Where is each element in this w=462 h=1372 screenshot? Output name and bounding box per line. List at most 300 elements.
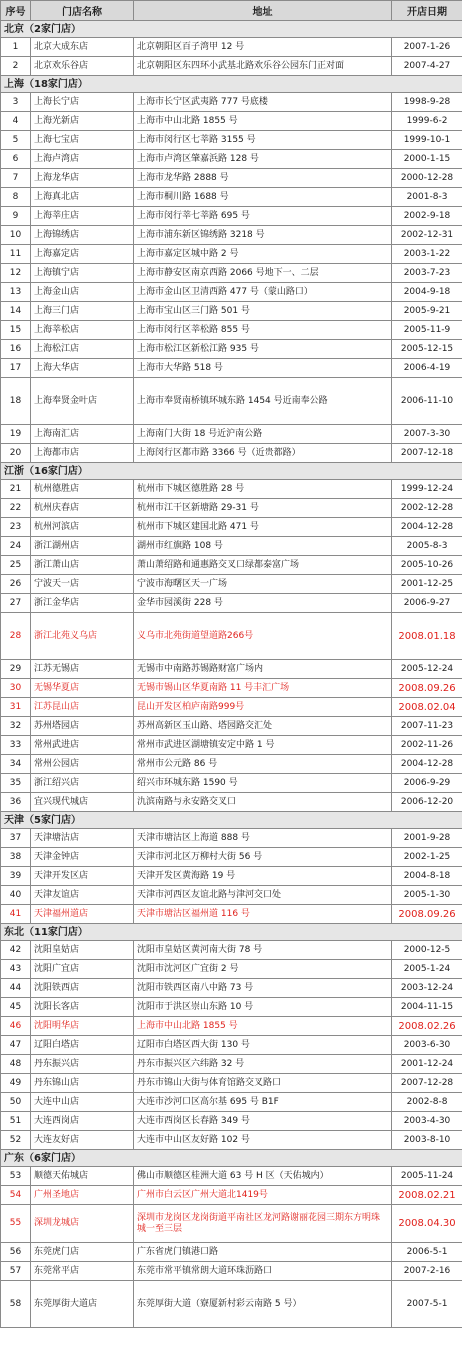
cell-open-date: 2008.02.26 — [392, 1017, 462, 1036]
cell-open-date: 2000-1-15 — [392, 150, 462, 169]
table-row — [1, 480, 462, 499]
table-row — [1, 188, 462, 207]
table-row — [1, 264, 462, 283]
cell-open-date: 2006-4-19 — [392, 359, 462, 378]
cell-store-name: 杭州庆春店 — [31, 499, 134, 518]
cell-address: 上海市长宁区武夷路 777 号底楼 — [134, 93, 392, 112]
cell-address: 上海市宝山区三门路 501 号 — [134, 302, 392, 321]
cell-address: 沈阳市铁西区南八中路 73 号 — [134, 979, 392, 998]
cell-no: 21 — [1, 480, 31, 499]
cell-no: 13 — [1, 283, 31, 302]
cell-store-name: 丹东振兴店 — [31, 1055, 134, 1074]
cell-address: 上海市松江区新松江路 935 号 — [134, 340, 392, 359]
cell-store-name: 杭州河滨店 — [31, 518, 134, 537]
table-row — [1, 979, 462, 998]
cell-open-date: 2008.09.26 — [392, 679, 462, 698]
cell-open-date: 1999-6-2 — [392, 112, 462, 131]
cell-address: 上海市桐川路 1688 号 — [134, 188, 392, 207]
cell-address: 上海市中山北路 1855 号 — [134, 112, 392, 131]
cell-no: 54 — [1, 1186, 31, 1205]
table-row — [1, 886, 462, 905]
table-row — [1, 1074, 462, 1093]
cell-address: 天津开发区黄海路 19 号 — [134, 867, 392, 886]
region-title: 上海（18家门店） — [1, 76, 462, 93]
cell-address: 上海市奉贤南桥镇环城东路 1454 号近南奉公路 — [134, 378, 392, 425]
cell-no: 24 — [1, 537, 31, 556]
table-row — [1, 575, 462, 594]
cell-open-date: 2002-9-18 — [392, 207, 462, 226]
cell-address: 丹东市锦山大街与体育馆路交叉路口 — [134, 1074, 392, 1093]
cell-open-date: 2004-12-28 — [392, 518, 462, 537]
cell-no: 35 — [1, 774, 31, 793]
cell-address: 沈阳市皇姑区黄河南大街 78 号 — [134, 941, 392, 960]
cell-address: 北京朝阳区百子湾甲 12 号 — [134, 38, 392, 57]
table-row — [1, 321, 462, 340]
cell-open-date: 2002-1-25 — [392, 848, 462, 867]
table-row — [1, 283, 462, 302]
column-header-date: 开店日期 — [392, 1, 462, 21]
column-header-name: 门店名称 — [31, 1, 134, 21]
cell-no: 29 — [1, 660, 31, 679]
cell-store-name: 东莞厚街大道店 — [31, 1281, 134, 1328]
cell-store-name: 浙江湖州店 — [31, 537, 134, 556]
cell-open-date: 2002-8-8 — [392, 1093, 462, 1112]
cell-address: 杭州市下城区建国北路 471 号 — [134, 518, 392, 537]
cell-open-date: 2004-11-15 — [392, 998, 462, 1017]
cell-no: 12 — [1, 264, 31, 283]
cell-store-name: 沈阳皇姑店 — [31, 941, 134, 960]
cell-open-date: 2003-12-24 — [392, 979, 462, 998]
table-row — [1, 1186, 462, 1205]
cell-store-name: 常州武进店 — [31, 736, 134, 755]
cell-no: 32 — [1, 717, 31, 736]
cell-no: 8 — [1, 188, 31, 207]
table-row — [1, 1281, 462, 1328]
cell-address: 上海市浦东新区锦绣路 3218 号 — [134, 226, 392, 245]
cell-open-date: 2007-12-28 — [392, 1074, 462, 1093]
cell-store-name: 上海卢湾店 — [31, 150, 134, 169]
cell-no: 25 — [1, 556, 31, 575]
cell-no: 14 — [1, 302, 31, 321]
cell-no: 56 — [1, 1243, 31, 1262]
cell-store-name: 宁波天一店 — [31, 575, 134, 594]
cell-store-name: 大连西岗店 — [31, 1112, 134, 1131]
cell-no: 10 — [1, 226, 31, 245]
cell-no: 23 — [1, 518, 31, 537]
cell-no: 20 — [1, 444, 31, 463]
cell-open-date: 2007-3-30 — [392, 425, 462, 444]
cell-open-date: 2005-9-21 — [392, 302, 462, 321]
cell-address: 上海市闵行区莘松路 855 号 — [134, 321, 392, 340]
table-row — [1, 679, 462, 698]
table-row — [1, 998, 462, 1017]
cell-no: 39 — [1, 867, 31, 886]
cell-open-date: 2005-1-30 — [392, 886, 462, 905]
cell-address: 上海市中山北路 1855 号 — [134, 1017, 392, 1036]
cell-no: 51 — [1, 1112, 31, 1131]
cell-open-date: 2005-11-24 — [392, 1167, 462, 1186]
cell-store-name: 宜兴现代城店 — [31, 793, 134, 812]
cell-address: 湖州市红旗路 108 号 — [134, 537, 392, 556]
table-row — [1, 150, 462, 169]
cell-store-name: 上海光新店 — [31, 112, 134, 131]
table-row — [1, 444, 462, 463]
column-header-no: 序号 — [1, 1, 31, 21]
cell-address: 无锡市中南路苏锡路财富广场内 — [134, 660, 392, 679]
cell-store-name: 天津友谊店 — [31, 886, 134, 905]
cell-no: 50 — [1, 1093, 31, 1112]
region-header-row — [1, 812, 462, 829]
cell-store-name: 浙江萧山店 — [31, 556, 134, 575]
table-row — [1, 38, 462, 57]
cell-no: 40 — [1, 886, 31, 905]
cell-open-date: 2005-10-26 — [392, 556, 462, 575]
cell-store-name: 大连友好店 — [31, 1131, 134, 1150]
cell-no: 41 — [1, 905, 31, 924]
table-row — [1, 1243, 462, 1262]
cell-store-name: 江苏无锡店 — [31, 660, 134, 679]
table-row — [1, 594, 462, 613]
cell-no: 30 — [1, 679, 31, 698]
cell-open-date: 2003-7-23 — [392, 264, 462, 283]
cell-open-date: 2001-8-3 — [392, 188, 462, 207]
cell-open-date: 2005-1-24 — [392, 960, 462, 979]
cell-no: 22 — [1, 499, 31, 518]
cell-no: 3 — [1, 93, 31, 112]
cell-address: 萧山萧绍路和通惠路交叉口绿都泰富广场 — [134, 556, 392, 575]
cell-address: 天津市河西区友谊北路与津河交口处 — [134, 886, 392, 905]
cell-store-name: 上海镇宁店 — [31, 264, 134, 283]
cell-store-name: 上海莘庄店 — [31, 207, 134, 226]
cell-store-name: 上海莘松店 — [31, 321, 134, 340]
table-row — [1, 1093, 462, 1112]
table-row — [1, 169, 462, 188]
cell-address: 东莞市常平镇常朗大道环珠沥路口 — [134, 1262, 392, 1281]
cell-open-date: 2005-12-24 — [392, 660, 462, 679]
cell-address: 上海南门大街 18 号近沪南公路 — [134, 425, 392, 444]
table-row — [1, 378, 462, 425]
cell-open-date: 2005-8-3 — [392, 537, 462, 556]
cell-no: 2 — [1, 57, 31, 76]
region-header-row — [1, 21, 462, 38]
cell-no: 57 — [1, 1262, 31, 1281]
table-row — [1, 1131, 462, 1150]
cell-no: 36 — [1, 793, 31, 812]
cell-store-name: 浙江金华店 — [31, 594, 134, 613]
cell-open-date: 2004-9-18 — [392, 283, 462, 302]
table-row — [1, 941, 462, 960]
cell-store-name: 天津开发区店 — [31, 867, 134, 886]
table-row — [1, 425, 462, 444]
cell-open-date: 2001-9-28 — [392, 829, 462, 848]
cell-store-name: 上海锦绣店 — [31, 226, 134, 245]
cell-no: 43 — [1, 960, 31, 979]
cell-store-name: 大连中山店 — [31, 1093, 134, 1112]
cell-no: 44 — [1, 979, 31, 998]
table-row — [1, 660, 462, 679]
table-row — [1, 207, 462, 226]
cell-address: 上海市卢湾区肇嘉浜路 128 号 — [134, 150, 392, 169]
cell-open-date: 2008.04.30 — [392, 1205, 462, 1243]
cell-address: 上海闵行区都市路 3366 号（近贵都路） — [134, 444, 392, 463]
cell-no: 6 — [1, 150, 31, 169]
cell-store-name: 天津塘沽店 — [31, 829, 134, 848]
table-row — [1, 1112, 462, 1131]
cell-open-date: 2003-6-30 — [392, 1036, 462, 1055]
cell-no: 37 — [1, 829, 31, 848]
cell-open-date: 2002-12-28 — [392, 499, 462, 518]
cell-no: 17 — [1, 359, 31, 378]
cell-address: 上海市金山区卫清西路 477 号（蒙山路口） — [134, 283, 392, 302]
table-row — [1, 698, 462, 717]
cell-open-date: 2007-12-18 — [392, 444, 462, 463]
cell-address: 天津市河北区万柳村大街 56 号 — [134, 848, 392, 867]
cell-no: 19 — [1, 425, 31, 444]
table-row — [1, 499, 462, 518]
cell-store-name: 东莞常平店 — [31, 1262, 134, 1281]
cell-open-date: 2003-1-22 — [392, 245, 462, 264]
cell-open-date: 2007-2-16 — [392, 1262, 462, 1281]
cell-address: 常州市公元路 86 号 — [134, 755, 392, 774]
cell-address: 北京朝阳区东四环小武基北路欢乐谷公园东门正对面 — [134, 57, 392, 76]
cell-open-date: 2007-11-23 — [392, 717, 462, 736]
cell-address: 天津市塘沽区上海道 888 号 — [134, 829, 392, 848]
region-title: 北京（2家门店） — [1, 21, 462, 38]
cell-address: 上海市闵行区七莘路 3155 号 — [134, 131, 392, 150]
cell-open-date: 2006-5-1 — [392, 1243, 462, 1262]
table-row — [1, 1055, 462, 1074]
cell-address: 宁波市海曙区天一广场 — [134, 575, 392, 594]
cell-store-name: 上海大华店 — [31, 359, 134, 378]
cell-no: 42 — [1, 941, 31, 960]
cell-open-date: 2002-11-26 — [392, 736, 462, 755]
cell-store-name: 上海三门店 — [31, 302, 134, 321]
cell-address: 上海市龙华路 2888 号 — [134, 169, 392, 188]
cell-store-name: 上海奉贤金叶店 — [31, 378, 134, 425]
table-row — [1, 755, 462, 774]
cell-open-date: 2003-4-30 — [392, 1112, 462, 1131]
cell-address: 杭州市江干区新塘路 29-31 号 — [134, 499, 392, 518]
cell-store-name: 上海七宝店 — [31, 131, 134, 150]
cell-no: 7 — [1, 169, 31, 188]
cell-store-name: 上海松江店 — [31, 340, 134, 359]
cell-address: 东莞厚街大道（寮厦新村彩云南路 5 号） — [134, 1281, 392, 1328]
cell-store-name: 苏州塔园店 — [31, 717, 134, 736]
table-row — [1, 774, 462, 793]
store-rows — [1, 21, 462, 1328]
cell-open-date: 2003-8-10 — [392, 1131, 462, 1150]
table-row — [1, 112, 462, 131]
cell-address: 丹东市振兴区六纬路 32 号 — [134, 1055, 392, 1074]
table-row — [1, 131, 462, 150]
cell-store-name: 深圳龙城店 — [31, 1205, 134, 1243]
cell-address: 深圳市龙岗区龙岗街道平南社区龙河路谢丽花园三期东方明珠城一至三层 — [134, 1205, 392, 1243]
cell-store-name: 北京欢乐谷店 — [31, 57, 134, 76]
cell-open-date: 2006-9-29 — [392, 774, 462, 793]
table-row — [1, 226, 462, 245]
cell-open-date: 2008.02.04 — [392, 698, 462, 717]
region-header-row — [1, 463, 462, 480]
cell-open-date: 1998-9-28 — [392, 93, 462, 112]
cell-store-name: 上海真北店 — [31, 188, 134, 207]
cell-address: 上海市闵行莘七莘路 695 号 — [134, 207, 392, 226]
cell-no: 48 — [1, 1055, 31, 1074]
table-row — [1, 848, 462, 867]
table-row — [1, 302, 462, 321]
table-row — [1, 1167, 462, 1186]
cell-no: 34 — [1, 755, 31, 774]
cell-address: 常州市武进区湖塘镇安定中路 1 号 — [134, 736, 392, 755]
cell-store-name: 上海长宁店 — [31, 93, 134, 112]
cell-store-name: 辽阳白塔店 — [31, 1036, 134, 1055]
cell-store-name: 丹东锦山店 — [31, 1074, 134, 1093]
table-row — [1, 717, 462, 736]
cell-store-name: 北京大成东店 — [31, 38, 134, 57]
cell-address: 大连市西岗区长春路 349 号 — [134, 1112, 392, 1131]
table-row — [1, 537, 462, 556]
cell-no: 4 — [1, 112, 31, 131]
cell-no: 28 — [1, 613, 31, 660]
cell-address: 广州市白云区广州大道北1419号 — [134, 1186, 392, 1205]
cell-open-date: 2000-12-5 — [392, 941, 462, 960]
cell-open-date: 1999-12-24 — [392, 480, 462, 499]
header-row — [1, 1, 462, 21]
cell-no: 52 — [1, 1131, 31, 1150]
cell-open-date: 2008.02.21 — [392, 1186, 462, 1205]
table-row — [1, 793, 462, 812]
cell-store-name: 上海金山店 — [31, 283, 134, 302]
cell-no: 16 — [1, 340, 31, 359]
cell-address: 昆山开发区柏庐南路999号 — [134, 698, 392, 717]
table-row — [1, 960, 462, 979]
cell-open-date: 2002-12-31 — [392, 226, 462, 245]
cell-store-name: 无锡华夏店 — [31, 679, 134, 698]
cell-address: 绍兴市环城东路 1590 号 — [134, 774, 392, 793]
table-row — [1, 1262, 462, 1281]
cell-address: 辽阳市白塔区西大街 130 号 — [134, 1036, 392, 1055]
table-row — [1, 1205, 462, 1243]
cell-store-name: 常州公园店 — [31, 755, 134, 774]
table-row — [1, 93, 462, 112]
cell-no: 53 — [1, 1167, 31, 1186]
table-row — [1, 1036, 462, 1055]
cell-store-name: 顺德天佑城店 — [31, 1167, 134, 1186]
table-row — [1, 829, 462, 848]
cell-store-name: 上海嘉定店 — [31, 245, 134, 264]
region-header-row — [1, 76, 462, 93]
cell-no: 27 — [1, 594, 31, 613]
cell-no: 38 — [1, 848, 31, 867]
cell-store-name: 杭州德胜店 — [31, 480, 134, 499]
table-row — [1, 57, 462, 76]
cell-open-date: 2006-12-20 — [392, 793, 462, 812]
cell-no: 15 — [1, 321, 31, 340]
region-title: 广东（6家门店） — [1, 1150, 462, 1167]
cell-address: 杭州市下城区德胜路 28 号 — [134, 480, 392, 499]
cell-address: 义乌市北苑街道望道路266号 — [134, 613, 392, 660]
cell-store-name: 浙江北苑义乌店 — [31, 613, 134, 660]
cell-address: 天津市塘沽区福州道 116 号 — [134, 905, 392, 924]
cell-open-date: 2007-5-1 — [392, 1281, 462, 1328]
cell-store-name: 天津金钟店 — [31, 848, 134, 867]
cell-no: 49 — [1, 1074, 31, 1093]
cell-store-name: 广州圣地店 — [31, 1186, 134, 1205]
cell-open-date: 2001-12-25 — [392, 575, 462, 594]
region-header-row — [1, 1150, 462, 1167]
table-row — [1, 905, 462, 924]
cell-address: 沈阳市沈河区广宜街 2 号 — [134, 960, 392, 979]
cell-open-date: 2008.01.18 — [392, 613, 462, 660]
cell-address: 苏州高新区玉山路、塔园路交汇处 — [134, 717, 392, 736]
table-row — [1, 340, 462, 359]
cell-open-date: 2000-12-28 — [392, 169, 462, 188]
cell-address: 金华市园溪街 228 号 — [134, 594, 392, 613]
cell-no: 58 — [1, 1281, 31, 1328]
cell-open-date: 2006-11-10 — [392, 378, 462, 425]
region-title: 天津（5家门店） — [1, 812, 462, 829]
region-header-row — [1, 924, 462, 941]
cell-store-name: 沈阳明华店 — [31, 1017, 134, 1036]
region-title: 江浙（16家门店） — [1, 463, 462, 480]
cell-no: 9 — [1, 207, 31, 226]
cell-store-name: 江苏昆山店 — [31, 698, 134, 717]
cell-address: 上海市大华路 518 号 — [134, 359, 392, 378]
cell-open-date: 2007-4-27 — [392, 57, 462, 76]
cell-open-date: 2006-9-27 — [392, 594, 462, 613]
cell-open-date: 2007-1-26 — [392, 38, 462, 57]
cell-store-name: 上海都市店 — [31, 444, 134, 463]
cell-store-name: 沈阳铁西店 — [31, 979, 134, 998]
table-row — [1, 867, 462, 886]
cell-address: 沈阳市于洪区崇山东路 10 号 — [134, 998, 392, 1017]
cell-no: 33 — [1, 736, 31, 755]
cell-address: 无锡市锡山区华夏南路 11 号丰汇广场 — [134, 679, 392, 698]
table-row — [1, 359, 462, 378]
cell-open-date: 2005-11-9 — [392, 321, 462, 340]
cell-no: 46 — [1, 1017, 31, 1036]
cell-no: 5 — [1, 131, 31, 150]
cell-address: 大连市沙河口区高尔基 695 号 B1F — [134, 1093, 392, 1112]
cell-open-date: 2004-12-28 — [392, 755, 462, 774]
table-row — [1, 1017, 462, 1036]
cell-store-name: 沈阳长客店 — [31, 998, 134, 1017]
table-row — [1, 736, 462, 755]
cell-open-date: 2004-8-18 — [392, 867, 462, 886]
cell-no: 55 — [1, 1205, 31, 1243]
cell-store-name: 天津福州道店 — [31, 905, 134, 924]
cell-no: 18 — [1, 378, 31, 425]
table-row — [1, 613, 462, 660]
region-title: 东北（11家门店） — [1, 924, 462, 941]
cell-store-name: 上海南汇店 — [31, 425, 134, 444]
cell-open-date: 2005-12-15 — [392, 340, 462, 359]
cell-no: 26 — [1, 575, 31, 594]
cell-address: 广东省虎门镇港口路 — [134, 1243, 392, 1262]
cell-address: 上海市嘉定区城中路 2 号 — [134, 245, 392, 264]
table-row — [1, 518, 462, 537]
table-row — [1, 245, 462, 264]
cell-no: 11 — [1, 245, 31, 264]
cell-no: 31 — [1, 698, 31, 717]
table-row — [1, 556, 462, 575]
column-header-address: 地址 — [134, 1, 392, 21]
cell-open-date: 2001-12-24 — [392, 1055, 462, 1074]
cell-address: 上海市静安区南京西路 2066 号地下一、二层 — [134, 264, 392, 283]
cell-open-date: 1999-10-1 — [392, 131, 462, 150]
cell-store-name: 上海龙华店 — [31, 169, 134, 188]
cell-no: 45 — [1, 998, 31, 1017]
cell-address: 大连市中山区友好路 102 号 — [134, 1131, 392, 1150]
